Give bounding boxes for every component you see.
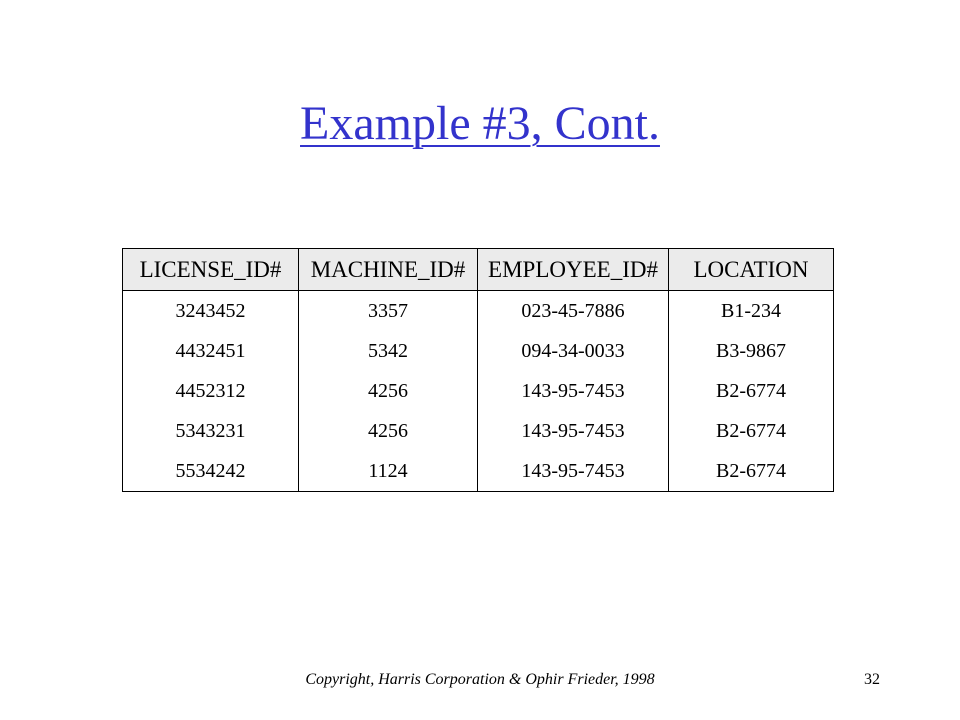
table-cell: 143-95-7453	[478, 411, 669, 451]
license-table	[122, 248, 834, 492]
page-number: 32	[864, 671, 880, 688]
table-cell: B3-9867	[669, 331, 834, 371]
table-row	[123, 411, 834, 451]
column-header-employee-id: EMPLOYEE_ID#	[478, 249, 669, 291]
table-cell: 143-95-7453	[478, 451, 669, 492]
table-cell: 4432451	[123, 331, 299, 371]
column-header-license-id: LICENSE_ID#	[123, 249, 299, 291]
table-cell: 143-95-7453	[478, 371, 669, 411]
table-cell: 094-34-0033	[478, 331, 669, 371]
slide-title: Example #3, Cont.	[300, 97, 660, 150]
table-cell: 023-45-7886	[478, 291, 669, 332]
column-header-location: LOCATION	[669, 249, 834, 291]
column-header-machine-id: MACHINE_ID#	[299, 249, 478, 291]
table-cell: 5343231	[123, 411, 299, 451]
table-row	[123, 291, 834, 332]
table-cell: 4452312	[123, 371, 299, 411]
table-row	[123, 371, 834, 411]
table-cell: B2-6774	[669, 451, 834, 492]
table-row	[123, 451, 834, 492]
table-row	[123, 331, 834, 371]
table-cell: 3243452	[123, 291, 299, 332]
table-header-row	[123, 249, 834, 291]
table-cell: B1-234	[669, 291, 834, 332]
table-cell: B2-6774	[669, 411, 834, 451]
table-cell: 4256	[299, 371, 478, 411]
table-cell: 1124	[299, 451, 478, 492]
license-table-container	[122, 248, 833, 489]
table-cell: 4256	[299, 411, 478, 451]
table-cell: B2-6774	[669, 371, 834, 411]
table-cell: 3357	[299, 291, 478, 332]
table-cell: 5342	[299, 331, 478, 371]
copyright-footer: Copyright, Harris Corporation & Ophir Frieder, 1998	[305, 671, 655, 688]
table-cell: 5534242	[123, 451, 299, 492]
